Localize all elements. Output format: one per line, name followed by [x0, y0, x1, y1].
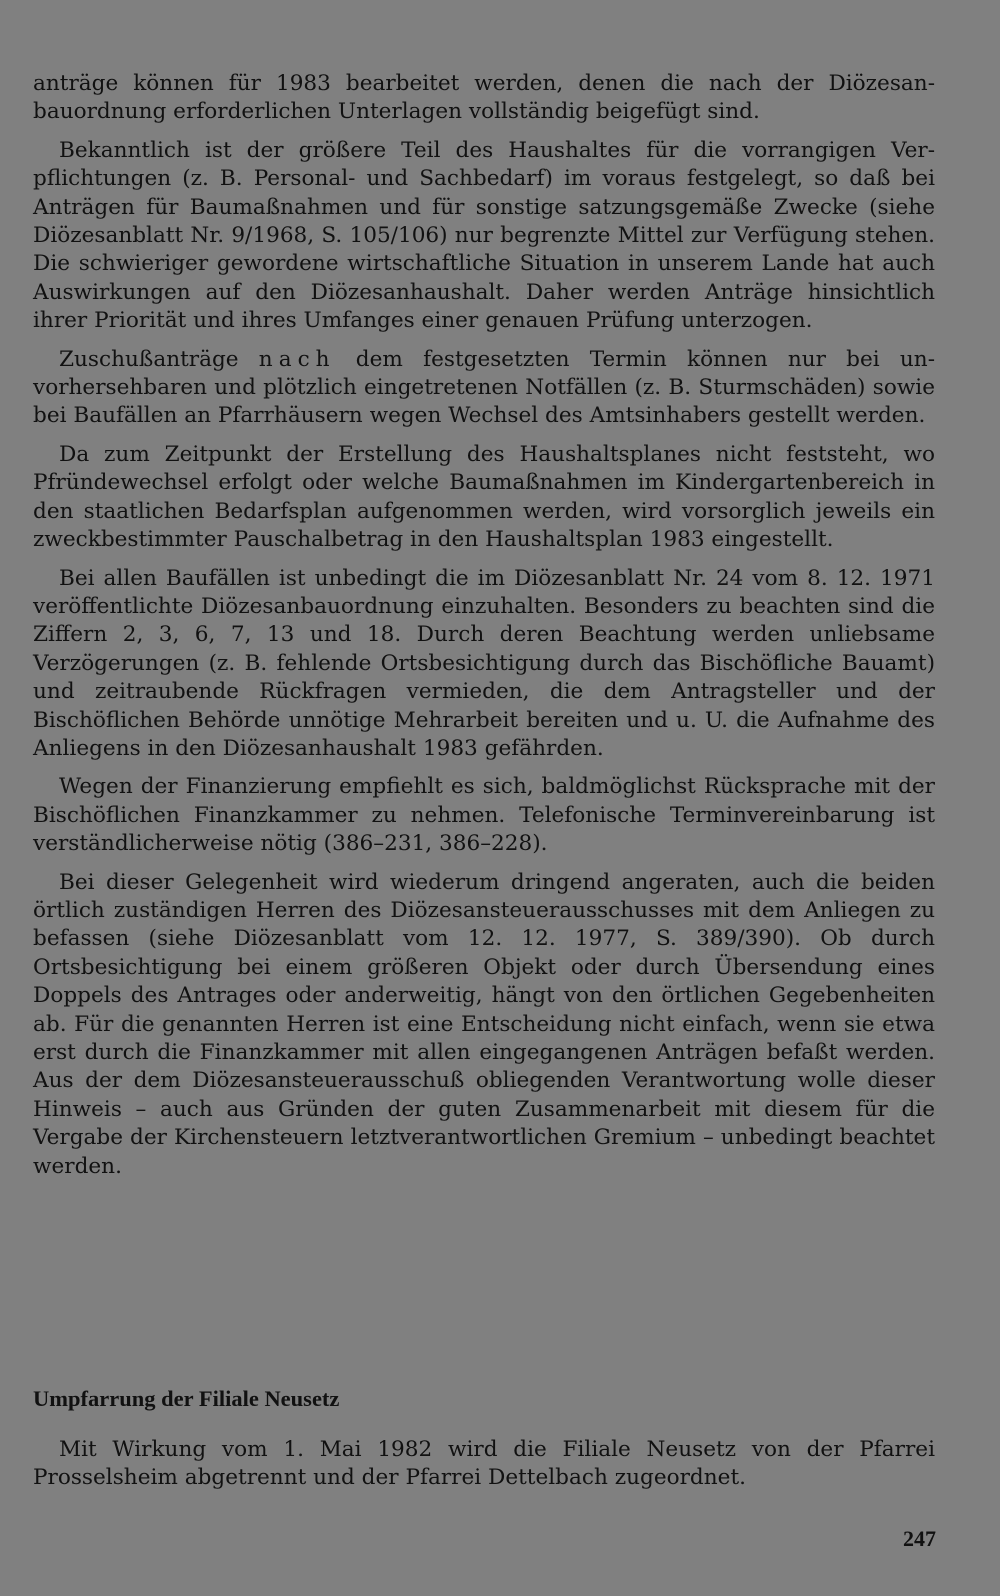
page-number: 247: [903, 1526, 936, 1551]
paragraph-2: Bekanntlich ist der größere Teil des Haushaltes für die vorrangigen Verpflichtungen (z. B. Personal- und Sachbedarf) im voraus festgelegt, so daß bei Anträgen für Baumaßnahmen und für sonstige satzungsgemäße Zwecke (siehe Diözesanblatt Nr. 9/1968, S. 105/106) nur begrenzte Mittel zur Verfügung stehen. Die schwieriger gewordene wirtschaftliche Situation in unserem Lande hat auch Auswirkungen auf den Diözesanhaushalt. Daher werden Anträge hinsichtlich ihrer Priorität und ihres Umfanges einer genauen Prüfung unterzogen.: [33, 137, 935, 334]
paragraph-3: [33, 346, 935, 431]
paragraph-3-end: dem festgesetzten Termin können nur bei unvorhersehbaren und plötzlich eingetretenen Notfällen (z. B. Sturmschäden) sowie bei Baufällen an Pfarrhäusern wegen Wechsel des Amtsinhabers gestellt werden.: [33, 346, 935, 429]
paragraph-1: anträge können für 1983 bearbeitet werden, denen die nach der Diözesanbauordnung erforderlichen Unterlagen vollständig beigefügt sind.: [33, 71, 935, 125]
paragraph-4: Da zum Zeitpunkt der Erstellung des Haushaltsplanes nicht feststeht, wo Pfründewechsel erfolgt oder welche Baumaßnahmen im Kindergartenbereich in den staatlichen Bedarfsplan aufgenommen werden, wird vorsorglich jeweils ein zweckbestimmter Pauschalbetrag in den Haushaltsplan 1983 eingestellt.: [33, 441, 935, 553]
paragraph-7: Bei dieser Gelegenheit wird wiederum dringend angeraten, auch die beiden örtlich zuständigen Herren des Diözesansteuerausschusses mit dem Anliegen zu befassen (siehe Diözesanblatt vom 12. 12. 1977, S. 389/390). Ob durch Ortsbesichtigung bei einem größeren Objekt oder durch Übersendung eines Doppels des Antrages oder anderweitig, hängt von den örtlichen Gegebenheiten ab. Für die genannten Herren ist eine Entscheidung nicht einfach, wenn sie etwa erst durch die Finanzkammer mit allen eingegangenen Anträgen befaßt werden. Aus der dem Diözesansteuerausschuß obliegenden Verantwortung wolle dieser Hinweis – auch aus Gründen der guten Zusammenarbeit mit diesem für die Vergabe der Kirchensteuern letztverantwortlichen Gremium – unbedingt beachtet werden.: [33, 869, 935, 1179]
section-heading: Umpfarrung der Filiale Neusetz: [33, 1386, 340, 1411]
paragraph-5: Bei allen Baufällen ist unbedingt die im Diözesanblatt Nr. 24 vom 8. 12. 1971 veröffentlichte Diözesanbauordnung einzuhalten. Besonders zu beachten sind die Ziffern 2, 3, 6, 7, 13 und 18. Durch deren Beachtung werden unliebsame Verzögerungen (z. B. fehlende Ortsbesichtigung durch das Bischöfliche Bauamt) und zeitraubende Rückfragen vermieden, die dem Antragsteller und der Bischöflichen Behörde unnötige Mehrarbeit bereiten und u. U. die Aufnahme des Anliegens in den Diözesanhaushalt 1983 gefährden.: [33, 565, 935, 761]
section-paragraph: Mit Wirkung vom 1. Mai 1982 wird die Filiale Neusetz von der Pfarrei Prosselsheim abgetrennt und der Pfarrei Dettelbach zugeordnet.: [33, 1437, 935, 1491]
document-body: [33, 70, 935, 1191]
section-body: [33, 1436, 935, 1503]
paragraph-6: Wegen der Finanzierung empfiehlt es sich, baldmöglichst Rücksprache mit der Bischöflichen Finanzkammer zu nehmen. Telefonische Terminvereinbarung ist verständlicherweise nötig (386–231, 386–228).: [33, 774, 935, 857]
paragraph-3-emphasis: nach: [258, 346, 336, 372]
paragraph-3-start: Zuschußanträge: [59, 346, 259, 372]
